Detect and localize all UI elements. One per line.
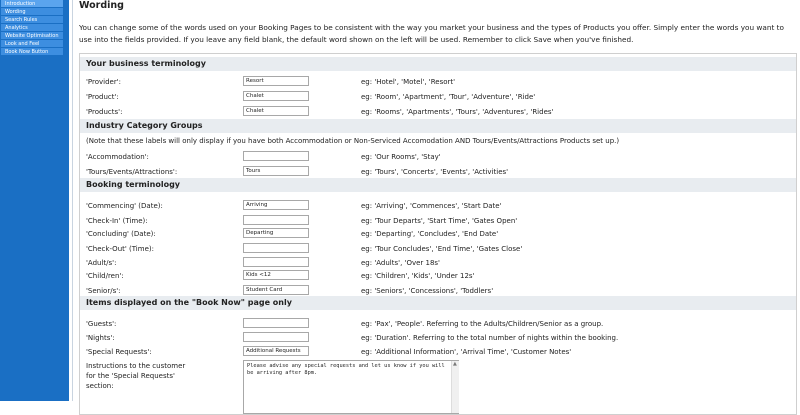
provider-label: 'Provider':	[86, 78, 122, 86]
tours-example: eg: 'Tours', 'Concerts', 'Events', 'Activities'	[361, 168, 509, 176]
section-book-now-items: Items displayed on the "Book Now" page only	[80, 296, 796, 310]
commencing-example: eg: 'Arriving', 'Commences', 'Start Date'	[361, 202, 502, 210]
row-accommodation	[80, 151, 796, 165]
section-booking-terminology: Booking terminology	[80, 178, 796, 192]
special-requests-example: eg: 'Additional Information', 'Arrival Time', 'Customer Notes'	[361, 348, 572, 356]
row-commencing	[80, 200, 796, 214]
guests-input[interactable]	[243, 318, 309, 328]
divider	[72, 0, 73, 401]
adults-label: 'Adult/s':	[86, 259, 117, 267]
row-nights	[80, 332, 796, 346]
instructions-label: Instructions to the customer for the 'Special Requests' section:	[86, 362, 186, 390]
adults-input[interactable]	[243, 257, 309, 267]
page-title: Wording	[79, 0, 124, 11]
row-products	[80, 106, 796, 120]
sidebar-item-introduction[interactable]: Introduction	[1, 0, 63, 8]
sidebar-item-analytics[interactable]: Analytics	[1, 24, 63, 32]
scroll-up-icon[interactable]: ▲	[453, 361, 457, 367]
guests-example: eg: 'Pax', 'People'. Referring to the Adults/Children/Senior as a group.	[361, 320, 604, 328]
accommodation-input[interactable]	[243, 151, 309, 161]
check-out-example: eg: 'Tour Concludes', 'End Time', 'Gates Close'	[361, 245, 523, 253]
instructions-textarea[interactable]	[243, 360, 459, 414]
products-example: eg: 'Rooms', 'Apartments', 'Tours', 'Adventures', 'Rides'	[361, 108, 554, 116]
children-example: eg: 'Children', 'Kids', 'Under 12s'	[361, 272, 475, 280]
products-label: 'Products':	[86, 108, 123, 116]
sidebar-item-search-rules[interactable]: Search Rules	[1, 16, 63, 24]
industry-note: (Note that these labels will only display if you have both Accommodation or Non-Serviced Accomodation AND Tours/Events/Attractions Products set up.)	[86, 137, 620, 145]
special-requests-input[interactable]	[243, 346, 309, 356]
children-input[interactable]	[243, 270, 309, 280]
row-product	[80, 91, 796, 105]
row-concluding	[80, 228, 796, 242]
check-out-label: 'Check-Out' (Time):	[86, 245, 154, 253]
provider-example: eg: 'Hotel', 'Motel', 'Resort'	[361, 78, 456, 86]
special-requests-label: 'Special Requests':	[86, 348, 152, 356]
nights-input[interactable]	[243, 332, 309, 342]
row-check-in	[80, 215, 796, 229]
check-out-input[interactable]	[243, 243, 309, 253]
accommodation-label: 'Accommodation':	[86, 153, 149, 161]
provider-input[interactable]	[243, 76, 309, 86]
row-adults	[80, 257, 796, 271]
wording-form	[79, 53, 797, 415]
concluding-input[interactable]	[243, 228, 309, 238]
sidebar-item-book-now-button[interactable]: Book Now Button	[1, 48, 63, 56]
commencing-label: 'Commencing' (Date):	[86, 202, 163, 210]
nights-label: 'Nights':	[86, 334, 115, 342]
intro-text: You can change some of the words used on your Booking Pages to be consistent with the way you market your business and the types of Products you offer. Simply enter the words you want to use into the fields provided. If you leave any field blank, the default word shown on the left will be used. Remember to click Save when you've finished.	[79, 23, 784, 44]
accommodation-example: eg: 'Our Rooms', 'Stay'	[361, 153, 441, 161]
product-label: 'Product':	[86, 93, 119, 101]
row-check-out	[80, 243, 796, 257]
row-provider	[80, 76, 796, 90]
sidebar	[0, 0, 69, 401]
sidebar-item-wording[interactable]: Wording	[1, 8, 63, 16]
check-in-example: eg: 'Tour Departs', 'Start Time', 'Gates Open'	[361, 217, 518, 225]
product-example: eg: 'Room', 'Apartment', 'Tour', 'Adventure', 'Ride'	[361, 93, 536, 101]
seniors-input[interactable]	[243, 285, 309, 295]
products-input[interactable]	[243, 106, 309, 116]
section-business-terminology: Your business terminology	[80, 57, 796, 71]
product-input[interactable]	[243, 91, 309, 101]
children-label: 'Child/ren':	[86, 272, 124, 280]
seniors-example: eg: 'Seniors', 'Concessions', 'Toddlers'	[361, 287, 494, 295]
seniors-label: 'Senior/s':	[86, 287, 121, 295]
sidebar-item-website-optimisation[interactable]: Website Optimisation	[1, 32, 63, 40]
check-in-label: 'Check-In' (Time):	[86, 217, 148, 225]
sidebar-item-look-and-feel[interactable]: Look and Feel	[1, 40, 63, 48]
adults-example: eg: 'Adults', 'Over 18s'	[361, 259, 440, 267]
check-in-input[interactable]	[243, 215, 309, 225]
section-industry-category-groups: Industry Category Groups	[80, 119, 796, 133]
row-guests	[80, 318, 796, 332]
concluding-label: 'Concluding' (Date):	[86, 230, 156, 238]
row-children	[80, 270, 796, 284]
concluding-example: eg: 'Departing', 'Concludes', 'End Date'	[361, 230, 499, 238]
commencing-input[interactable]	[243, 200, 309, 210]
tours-label: 'Tours/Events/Attractions':	[86, 168, 178, 176]
textarea-scrollbar[interactable]	[451, 361, 459, 413]
guests-label: 'Guests':	[86, 320, 117, 328]
row-special-requests	[80, 346, 796, 360]
tours-input[interactable]	[243, 166, 309, 176]
nights-example: eg: 'Duration'. Referring to the total number of nights within the booking.	[361, 334, 619, 342]
